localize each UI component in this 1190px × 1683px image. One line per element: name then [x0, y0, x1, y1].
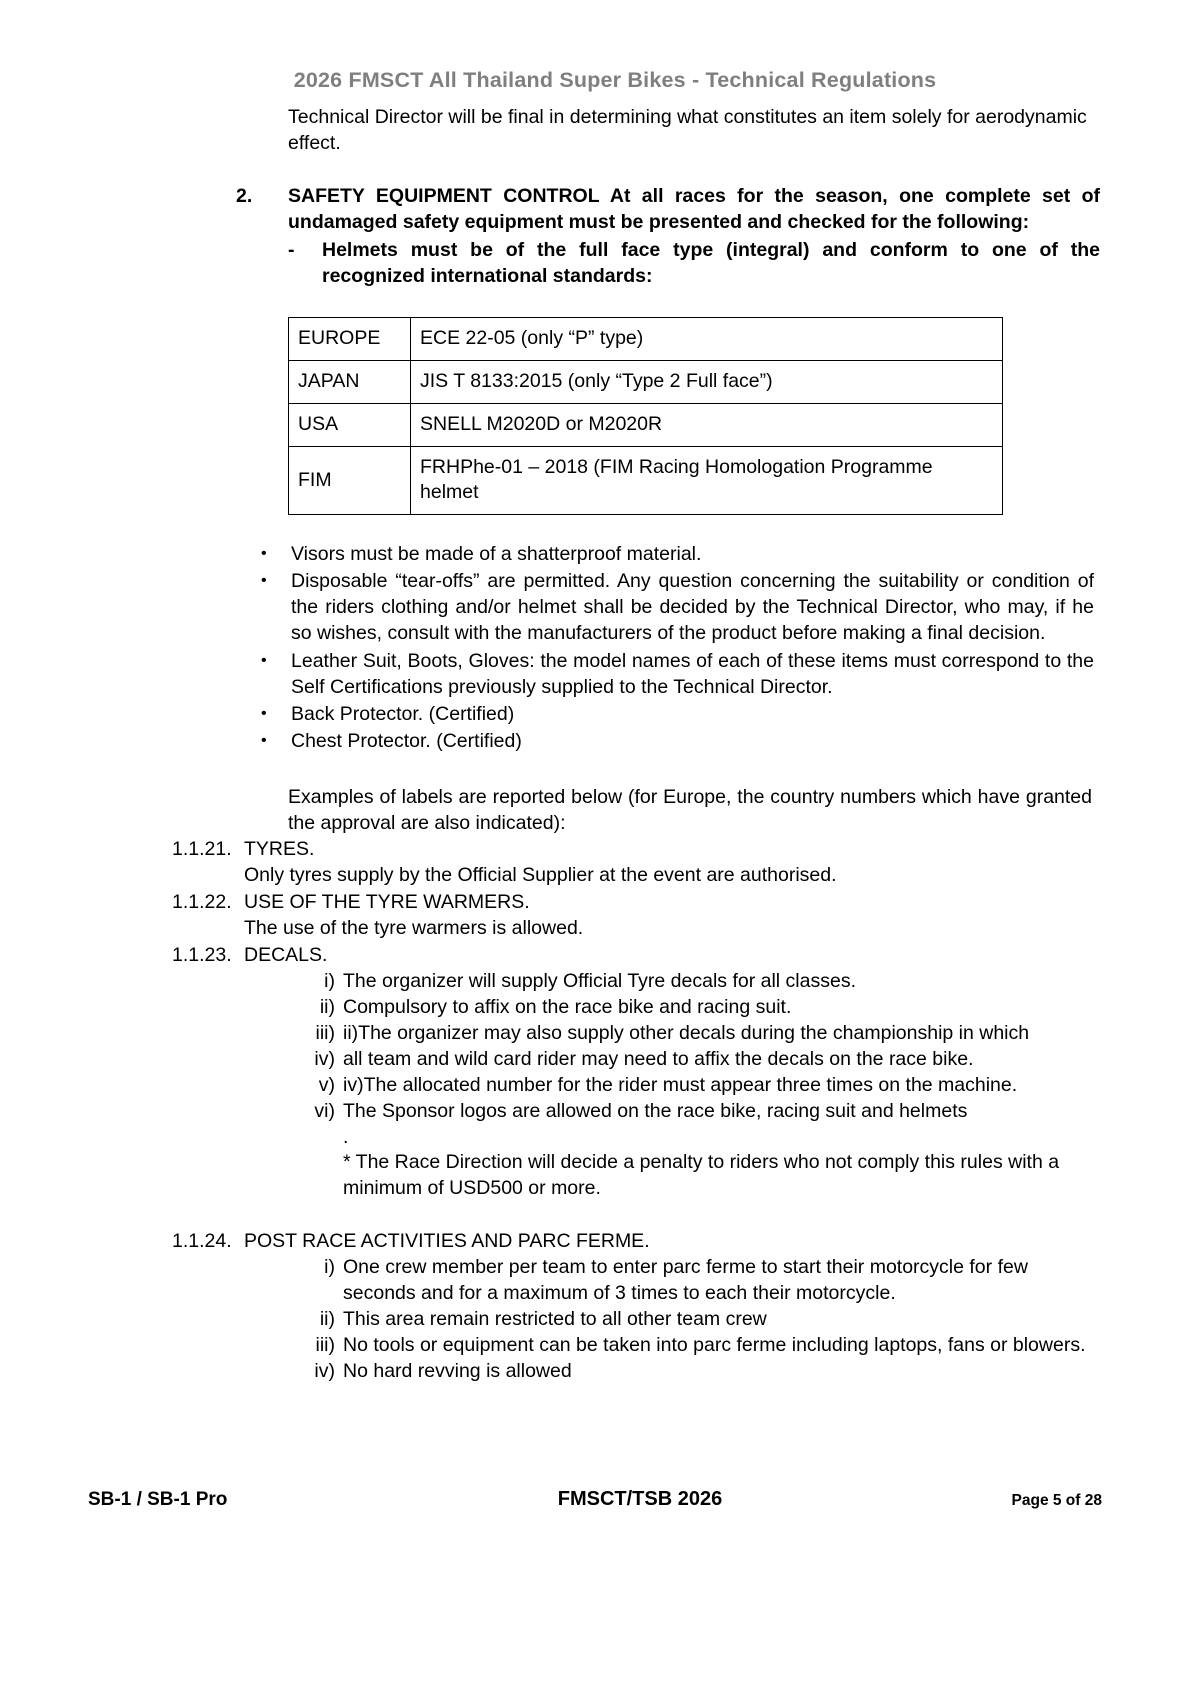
list-item-text: Disposable “tear-offs” are permitted. Any question concerning the suitability or condition of the riders clothing and/or helmet shall be decided by the Technical Director, who may, if he so wishes, consult with the manufacturers of the product before making a final decision.	[291, 570, 1094, 645]
list-item-text: Back Protector. (Certified)	[291, 702, 515, 725]
roman-marker: iv)	[314, 1047, 335, 1070]
page-header-title: 2026 FMSCT All Thailand Super Bikes - Technical Regulations	[293, 68, 937, 92]
helmet-standards-table	[288, 317, 1003, 515]
roman-marker: iii)	[315, 1021, 335, 1044]
table-cell-region: FIM	[289, 447, 411, 515]
list-item-text: The Sponsor logos are allowed on the race bike, racing suit and helmets	[343, 1099, 968, 1122]
list-item-text: Compulsory to affix on the race bike and racing suit.	[343, 995, 792, 1018]
safety-equipment-bullet-list	[88, 541, 1102, 754]
clause-number: 1.1.21.	[172, 838, 232, 861]
examples-paragraph: Examples of labels are reported below (for Europe, the country numbers which have granted the approval are also indicated):	[288, 786, 1092, 835]
roman-marker: iii)	[315, 1333, 335, 1356]
list-item	[253, 1359, 1102, 1385]
roman-marker: ii)	[319, 1308, 335, 1331]
item-2-body	[288, 183, 1102, 290]
clause-1-1-21	[172, 837, 1102, 863]
list-item-text: One crew member per team to enter parc ferme to start their motorcycle for few seconds and for a maximum of 3 times to each their motorcycle.	[343, 1256, 1028, 1305]
list-item-text: Leather Suit, Boots, Gloves: the model names of each of these items must correspond to the Self Certifications previously supplied to the Technical Director.	[291, 649, 1094, 698]
clause-number: 1.1.23.	[172, 944, 232, 967]
list-item	[253, 995, 1102, 1021]
page-footer	[88, 1488, 1102, 1511]
table-row	[289, 447, 1003, 515]
item-2-text: SAFETY EQUIPMENT CONTROL At all races for the season, one complete set of undamaged safety equipment must be presented and checked for the following:	[288, 184, 1100, 233]
bullet-icon: •	[261, 545, 267, 563]
list-item-text: Visors must be made of a shatterproof material.	[291, 543, 702, 566]
table-cell-standard: JIS T 8133:2015 (only “Type 2 Full face”)	[411, 361, 1003, 404]
list-item-text: This area remain restricted to all other team crew	[343, 1308, 767, 1331]
list-item	[253, 1021, 1102, 1047]
item-2-number: 2.	[236, 184, 253, 207]
dash-subitem-text: Helmets must be of the full face type (integral) and conform to one of the recognized international standards:	[322, 239, 1100, 288]
list-item	[253, 1073, 1102, 1099]
list-item-text: Chest Protector. (Certified)	[291, 729, 522, 752]
section-spacer	[88, 1202, 1102, 1228]
table-cell-region: JAPAN	[289, 361, 411, 404]
intro-paragraph: Technical Director will be final in determining what constitutes an item solely for aerodynamic effect.	[288, 106, 1087, 154]
list-item	[253, 1255, 1102, 1307]
decals-penalty-note: * The Race Direction will decide a penalty to riders who not comply this rules with a minimum of USD500 or more.	[343, 1151, 1060, 1200]
clause-title: POST RACE ACTIVITIES AND PARC FERME.	[244, 1230, 650, 1253]
clause-title: USE OF THE TYRE WARMERS.	[244, 891, 530, 914]
bullet-icon: •	[261, 651, 267, 669]
bullet-icon: •	[261, 731, 267, 749]
table-cell-region: USA	[289, 404, 411, 447]
list-item	[253, 1333, 1102, 1359]
list-item	[253, 701, 1102, 727]
clause-number: 1.1.24.	[172, 1230, 232, 1253]
clause-number: 1.1.22.	[172, 891, 232, 914]
list-item-text: ii)The organizer may also supply other decals during the championship in which	[343, 1021, 1030, 1044]
clause-1-1-24	[172, 1229, 1102, 1255]
roman-marker: vi)	[314, 1099, 335, 1122]
list-item	[253, 1047, 1102, 1073]
roman-marker: i)	[324, 969, 335, 992]
clause-1-1-23	[172, 943, 1102, 969]
clause-1-1-22-body: The use of the tyre warmers is allowed.	[244, 917, 584, 940]
footer-center-label: FMSCT/TSB 2026	[557, 1488, 723, 1510]
list-item	[253, 728, 1102, 754]
list-item	[253, 648, 1102, 700]
list-item-text: No hard revving is allowed	[343, 1359, 572, 1382]
list-item-text: iv)The allocated number for the rider must appear three times on the machine.	[343, 1073, 1018, 1096]
bullet-icon: •	[261, 704, 267, 722]
list-item-text: all team and wild card rider may need to affix the decals on the race bike.	[343, 1047, 974, 1070]
item-2-dash-subitem	[288, 237, 1100, 289]
bullet-icon: •	[261, 572, 267, 590]
table-row	[289, 318, 1003, 361]
numbered-item-2	[236, 183, 1102, 290]
parc-ferme-roman-list	[88, 1255, 1102, 1385]
table-cell-region: EUROPE	[289, 318, 411, 361]
clause-title: TYRES.	[244, 838, 315, 861]
list-item	[253, 1307, 1102, 1333]
clause-1-1-21-body: Only tyres supply by the Official Supplier at the event are authorised.	[244, 864, 837, 887]
list-item-text: No tools or equipment can be taken into parc ferme including laptops, fans or blowers.	[343, 1333, 1086, 1356]
list-item	[253, 969, 1102, 995]
footer-left-label: SB-1 / SB-1 Pro	[88, 1489, 228, 1510]
decals-note-dot: .	[343, 1125, 349, 1148]
list-item	[253, 568, 1102, 646]
roman-marker: v)	[318, 1073, 335, 1096]
table-cell-standard: ECE 22-05 (only “P” type)	[411, 318, 1003, 361]
dash-marker: -	[288, 239, 295, 262]
roman-marker: i)	[324, 1256, 335, 1279]
table-cell-standard: SNELL M2020D or M2020R	[411, 404, 1003, 447]
table-row	[289, 361, 1003, 404]
list-item	[253, 541, 1102, 567]
table-cell-standard: FRHPhe-01 – 2018 (FIM Racing Homologation Programme helmet	[411, 447, 1003, 515]
table-row	[289, 404, 1003, 447]
list-item-text: The organizer will supply Official Tyre decals for all classes.	[343, 969, 856, 992]
list-item	[253, 1099, 1102, 1125]
decals-roman-list	[88, 969, 1102, 1125]
clause-1-1-22	[172, 890, 1102, 916]
footer-page-number: Page 5 of 28	[1011, 1492, 1102, 1509]
clause-title: DECALS.	[244, 944, 328, 967]
roman-marker: ii)	[319, 995, 335, 1018]
roman-marker: iv)	[314, 1359, 335, 1382]
